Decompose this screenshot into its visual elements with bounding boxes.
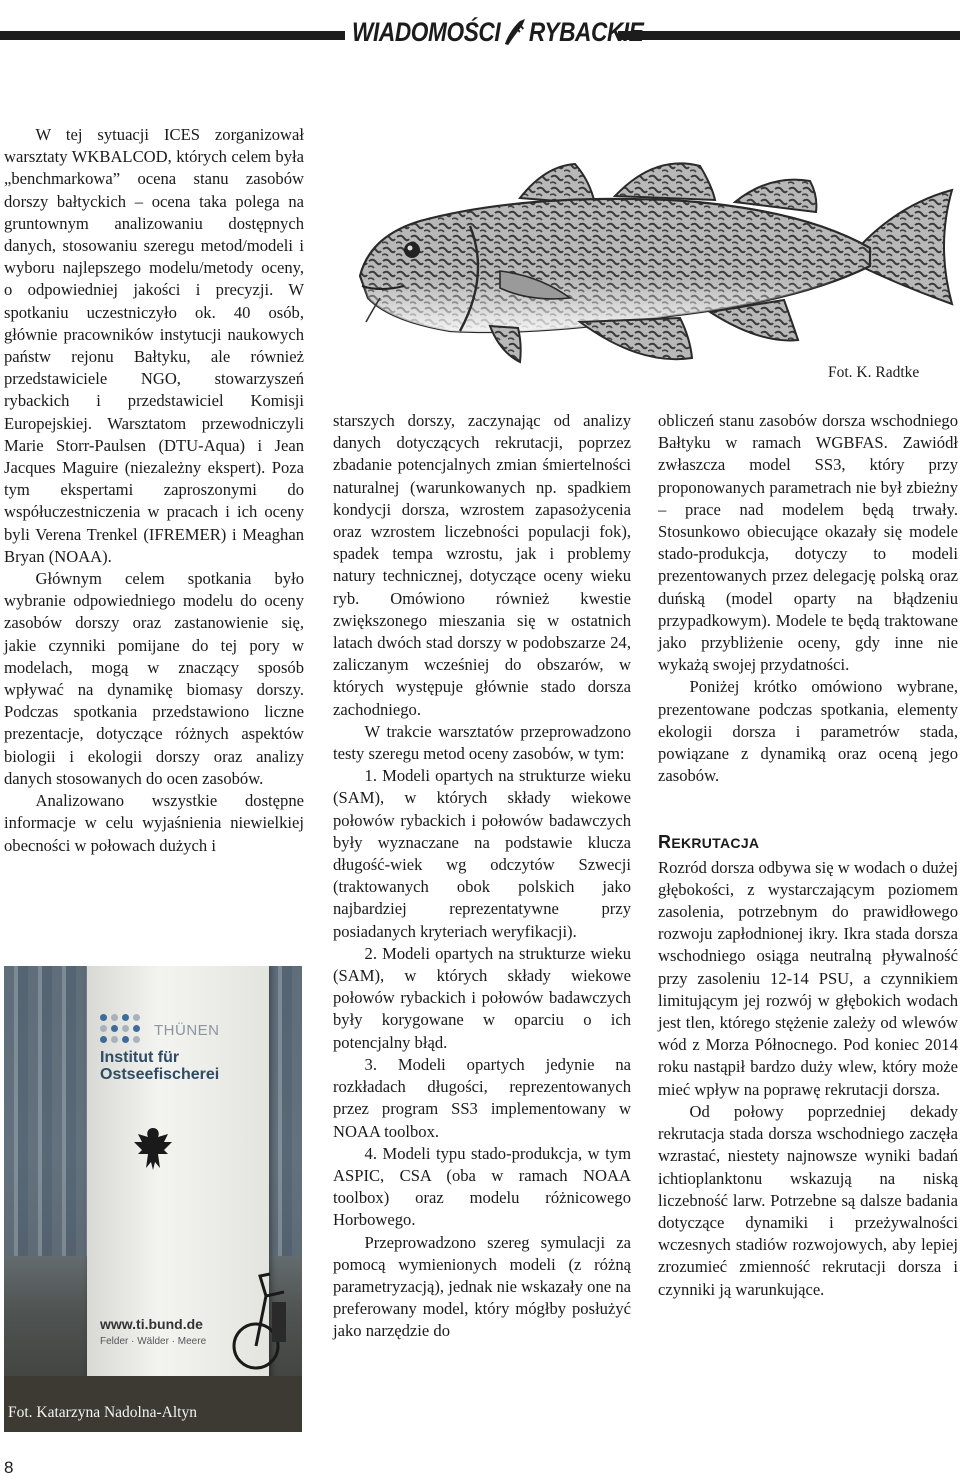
paragraph: Głównym celem spotkania było wybranie odpowiedniego modelu do oceny zasobów dorszy oraz zastanowienie się, jakie czynniki pomijane do tej pory w modelach, mogą w znaczący sposób wpływać na dynamikę biomasy dorszy. Podczas spotkania przedstawiono liczne prezentacje, dotyczące różnych aspektów biologii i ekologii dorszy oraz analizy danych stosowanych do ocen zasobów. [4,569,304,788]
paragraph: W tej sytuacji ICES zorganizował warsztaty WKBALCOD, których celem była „benchmarkowa” ocena stanu zasobów dorszy bałtyckich – ocena taka polega na gruntownym analizowaniu dostępnych danych, stosowaniu szeregu metod/modeli i wyboru najlepszego modelu/metody oceny, o odpowiedniej jakości i precyzji. W spotkaniu uczestniczyło ok. 40 osób, głównie pracowników instytucji naukowych państw rejonu Bałtyku, ale również przedstawiciele NGO, stowarzyszeń rybackich i przedstawiciel Komisji Europejskiej. Warsztatom przewodniczyli Marie Storr-Paulsen (DTU-Aqua) i Jean Jacques Maguire (niezależny ekspert). Poza tym ekspertami zaproszonymi do współuczestniczenia w pracach i ich oceny byli Verena Trenkel (IFREMER) i Meaghan Bryan (NOAA). [4,125,304,566]
paragraph: 2. Modeli opartych na strukturze wieku (SAM), w których składy wiekowe połowów rybackich i połowów badawczych były korygowane w oparciu o ich potencjalny błąd. [333,943,631,1052]
page-number: 8 [4,1458,14,1477]
paragraph: Poniżej krótko omówiono wybrane, prezentowane podczas spotkania, elementy ekologii dorsza i parametrów stada, powiązane z dynamiką oraz oceną jego zasobów. [658,677,958,786]
sign-url: www.ti.bund.de [100,1316,203,1332]
column-2 [333,410,631,1343]
logo-text-left: WIADOMOŚCI [352,16,501,47]
sign-brand [100,1014,260,1083]
section-heading-rekrutacja [658,831,958,854]
fish-logo-icon [501,17,528,47]
thunen-logo-icon [100,1014,140,1043]
sign-institute-name: Institut für Ostseefischerei [100,1049,220,1083]
column-3 [658,410,958,1301]
paragraph: obliczeń stanu zasobów dorsza wschodniego Bałtyku w ramach WGBFAS. Zawiódł zwłaszcza model SS3, który przy proponowanych parametrach nie był zbieżny – prace nad modelem będą trwały. Stosunkowo obiecujące okazały się modele stado-produkcja, dotyczy to modeli prezentowanych przez delegację polską oraz duńską (model oparty na błądzeniu przypadkowym). Modele te będą traktowane jako przybliżenie oceny, gdy inne nie wykażą swojej przydatności. [658,411,958,675]
paragraph: Przeprowadzono szereg symulacji za pomocą wymienionych modeli (z różną parametryzacją), jednak nie wskazały one na preferowany model, który mógłby posłużyć jako narzędzie do [333,1232,631,1341]
sign-brand-name: THÜNEN [154,1022,220,1039]
paragraph: Rozród dorsza odbywa się w wodach o dużej głębokości, z wystarczającym poziomem zasolenia, potrzebnym do prawidłowego rozwoju zapłodnionej ikry. Ikra stada dorsza wschodniego osiąga neutralną pływalność przy zasoleniu 12-14 PSU, a czynnikiem limitującym jej rozwój w głębokich wodach jest tlen, którego stężenie zależy od wlewów wód z Morza Północnego. Pod koniec 2014 roku nastąpił bardzo duży wlew, który może mieć wpływ na poprawę rekrutacji dorsza. [658,857,958,1099]
sign-tagline: Felder · Wälder · Meere [100,1336,207,1347]
bicycle-icon [226,1266,296,1376]
paragraph: starszych dorszy, zaczynając od analizy danych dotyczących rekrutacji, poprzez zbadanie potencjalnych zmian śmiertelności naturalnej (warunkowanych np. spadkiem kondycji dorsza, wzrostem zapasożycenia oraz wzrostem liczebności populacji fok), spadek tempa wzrostu, jak i problemy natury technicznej, dotyczące oceny wieku ryb. Omówiono również kwestie zwiększonego mieszania się w ostatnich latach dwóch stad dorszy w podobszarze 24, zaliczanym wcześniej do obszarów, w których występuje głównie stado dorsza zachodniego. [333,411,631,719]
paragraph: Od połowy poprzedniej dekady rekrutacja stada dorsza wschodniego zaczęła wzrastać, niestety najnowsze wyniki badań ichtioplanktonu wskazują na niską liczebność larw. Potrzebne są dalsze badania dotyczące dynamiki i przeżywalności wczesnych stadiów rozwojowych, aby lepiej zrozumieć zmienność rekrutacji dorsza i czynniki ją warunkujące. [658,1101,958,1299]
header-rule-right [618,31,960,40]
institute-sign-photo [4,966,302,1432]
building-photo-credit: Fot. Katarzyna Nadolna-Altyn [8,1404,197,1421]
column-1 [4,124,304,857]
paragraph: Analizowano wszystkie dostępne informacje w celu wyjaśnienia niewielkiej obecności w połowach dużych i [4,791,304,855]
paragraph: 3. Modeli opartych jedynie na rozkładach długości, reprezentowanych przez program SS3 implementowany w NOAA toolbox. [333,1054,631,1141]
federal-eagle-icon [130,1124,176,1174]
masthead-logo [352,12,644,52]
heading-initial: R [658,832,672,853]
header-rule-left [0,31,345,40]
fish-photo-credit: Fot. K. Radtke [828,364,920,381]
paragraph: W trakcie warsztatów przeprowadzono testy szeregu metod oceny zasobów, w tym: [333,721,631,764]
cod-photo [340,126,960,386]
paragraph: 1. Modeli opartych na strukturze wieku (SAM), w których składy wiekowe połowów rybackich i połowów badawczych były wyznaczane na podstawie klucza długość-wiek wg odczytów Szwecji (traktowanych obok polskich jako najbardziej reprezentatywne przy posiadanych kryteriach weryfikacji). [333,766,631,941]
paragraph: 4. Modeli typu stado-produkcja, w tym ASPIC, CSA (oba w ramach NOAA toolbox) oraz modelu różnicowego Horbowego. [333,1143,631,1230]
logo-text-right: RYBACKIE [528,16,644,47]
heading-rest: EKRUTACJA [671,835,760,852]
